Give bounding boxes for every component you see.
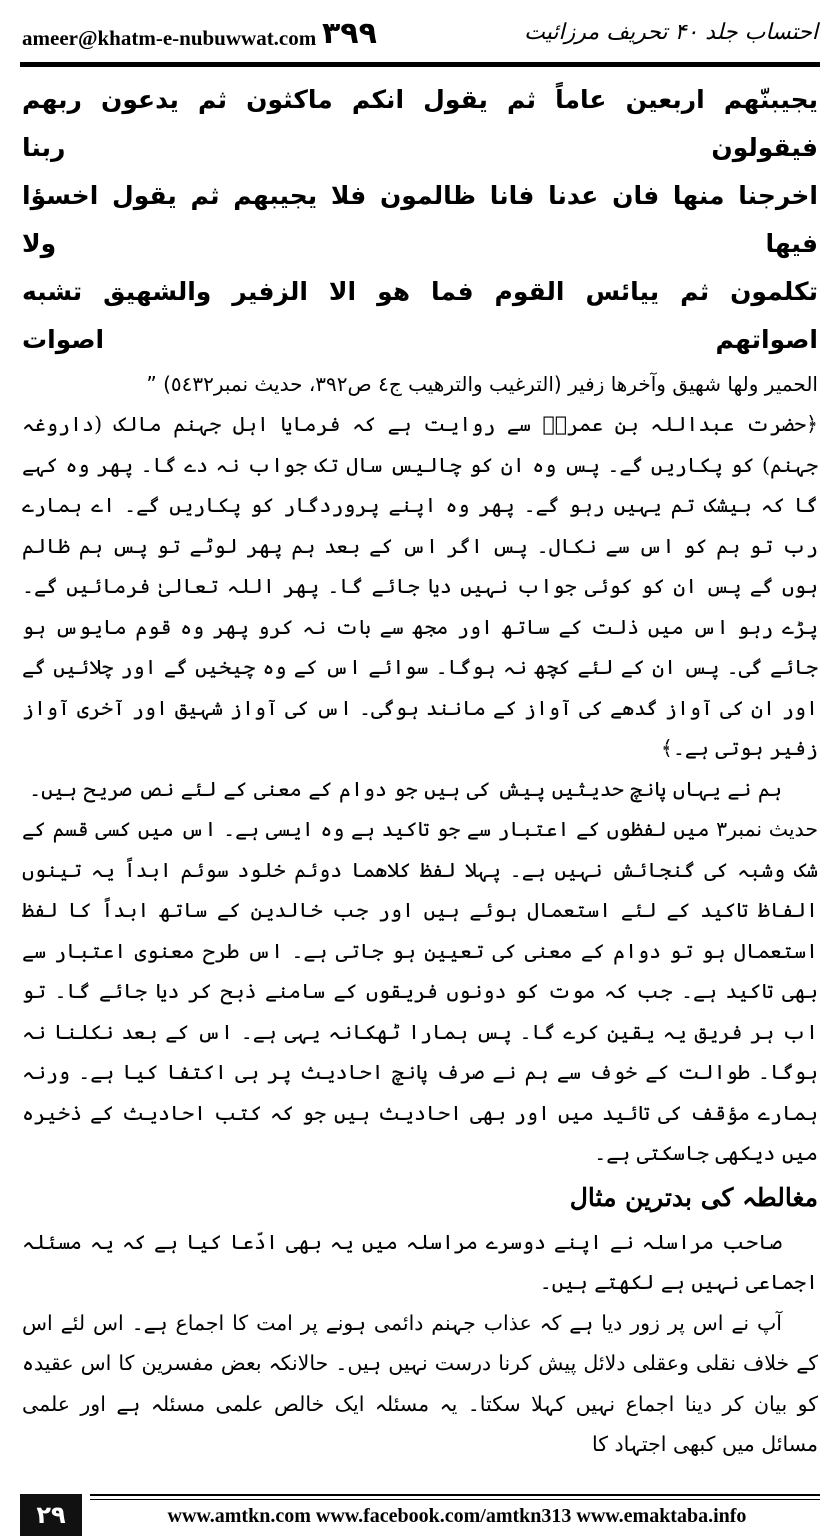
header-page-number: ۳۹۹ [322,16,377,51]
page-body [22,76,818,1465]
page-header [22,14,818,62]
arabic-hadith-quote [22,76,818,364]
footer-rule-thin [90,1499,820,1500]
paragraph-correspondent: صاحب مراسلہ نے اپنے دوسرے مراسلہ میں یہ بھی ادّعا کیا ہے کہ یہ مسئلہ اجماعی نہیں ہے لکھتے ہیں۔ [22,1229,818,1294]
paragraph-five-hadiths: ہم نے یہاں پانچ حدیثیں پیش کی ہیں جو دوام کے معنی کے لئے نص صریح ہیں۔ [29,776,782,801]
header-email: ameer@khatm-e-nubuwwat.com [22,26,317,50]
paragraph-ijma: آپ نے اس پر زور دیا ہے کہ عذاب جہنم دائمی ہونے پر امت کا اجماع ہے۔ اس لئے اس کے خلاف نقلی وعقلی دلائل پیش کرنا درست نہیں ہیں۔ حالانکہ بعض مفسرین کا اس عقیدہ کو بیان کر دینا اجماع نہیں کہلا سکتا۔ یہ مسئلہ ایک خالص علمی مسئلہ ہے اور علمی مسائل میں کبھی اجتہاد کا [22,1310,818,1456]
urdu-translation: ﴿حضرت عبداللہ بن عمروؓ سے روایت ہے کہ فرمایا اہل جہنم مالک (داروغہ جہنم) کو پکاریں گے۔ پس وہ ان کو چالیس سال تک جواب نہ دے گا۔ پھر وہ کہے گا کہ بیشک تم یہیں رہو گے۔ پھر وہ اپنے پروردگار کو پکاریں گے۔ اے ہمارے رب تو ہم کو اس سے نکال۔ پس اگر اس کے بعد ہم پھر لوٹے تو پس ہم ظالم ہوں گے پس ان کو کوئی جواب نہیں دیا جائے گا۔ پھر اللہ تعالیٰ فرمائیں گے۔ پڑے رہو اس میں ذلت کے ساتھ اور مجھ سے بات نہ کرو پھر وہ قوم مایوس ہو جائے گی۔ پس ان کے لئے کچھ نہ ہوگا۔ سوائے اس کے وہ چیخیں گے اور چلائیں گے اور ان کی آواز گدھے کی آواز کے مانند ہوگی۔ اس کی آواز شہیق اور آخری آواز زفیر ہوتی ہے۔﴾ [22,412,818,760]
header-rule [20,62,820,67]
footer-links[interactable]: www.amtkn.com www.facebook.com/amtkn313 www.emaktaba.info [167,1505,747,1527]
arabic-line-1: یجیبنّھم اربعین عاماً ثم یقول انکم ماکثون ثم یدعون ربھم فیقولون ربنا [22,85,818,162]
footer-rule [90,1494,820,1496]
paragraph-hadith-three: حدیث نمبر۳ میں لفظوں کے اعتبار سے جو تاکید ہے وہ ایسی ہے۔ اس میں کسی قسم کے شک وشبہ کی گنجائش نہیں ہے۔ پہلا لفظ کلاھما دوئم خلود سوئم ابداً یہ تینوں الفاظ تاکید کے لئے استعمال ہوئے ہیں اور جب خالدین کے ساتھ ابداً کا لفظ استعمال ہو تو دوام کے معنی کی تعیین ہو جاتی ہے۔ اس طرح معنوی اعتبار سے بھی تاکید ہے۔ جب کہ موت کو دونوں فریقوں کے سامنے ذبح کر دیا جائے گا۔ تو اب ہر فریق یہ یقین کرے گا۔ پس ہمارا ٹھکانہ یہی ہے۔ اس کے بعد نکلنا نہ ہوگا۔ طوالت کے خوف سے ہم نے صرف پانچ احادیث پر ہی اکتفا کیا ہے۔ ورنہ ہمارے مؤقف کی تائید میں اور بھی احادیث ہیں جو کہ کتب احادیث کے ذخیرہ میں دیکھی جاسکتی ہے۔ [22,817,818,1165]
arabic-line-3: تکلمون ثم ییائس القوم فما ھو الا الزفیر والشھیق تشبه اصواتھم اصوات [22,277,818,354]
arabic-line-2: اخرجنا منھا فان عدنا فانا ظالمون فلا یجیبھم ثم یقول اخسؤا فیھا ولا [22,181,818,258]
section-heading: مغالطہ کی بدترین مثال [569,1182,818,1212]
arabic-reference: الحمیر ولھا شھیق وآخرھا زفیر (الترغیب والترھیب ج٤ ص٣٩٢، حدیث نمبر٥٤٣٢) ” [146,372,818,396]
footer-page-number: ۲۹ [20,1494,82,1536]
header-book-title: احتساب جلد ۴۰ تحریف مرزائیت [524,20,818,45]
